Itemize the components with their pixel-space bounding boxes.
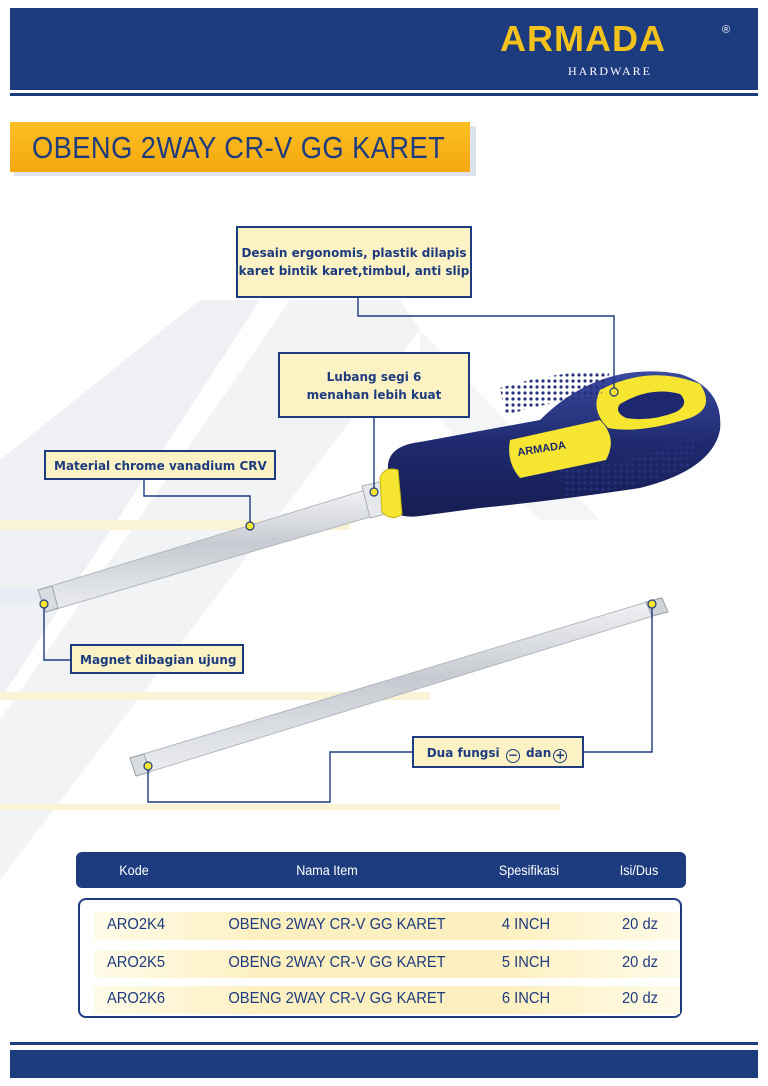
brand-subtitle: HARDWARE — [568, 64, 652, 78]
callout-magnet-text: Magnet dibagian ujung — [80, 653, 237, 667]
table-row — [94, 950, 680, 978]
callout-dual-prefix: Dua fungsi — [426, 746, 500, 760]
callout-hex-line1: Lubang segi 6 — [326, 370, 422, 384]
header-spesifikasi: Spesifikasi — [498, 862, 560, 878]
callout-material — [44, 450, 276, 480]
footer-rule — [10, 1042, 758, 1045]
callout-dual-middle: dan — [526, 746, 552, 760]
callout-handle — [236, 226, 472, 298]
page-title: OBENG 2WAY CR-V GG KARET — [32, 130, 446, 165]
header-kode: Kode — [119, 862, 149, 878]
screwdriver-shaft — [38, 480, 394, 612]
footer-band — [10, 1050, 758, 1078]
cell-nama-item: OBENG 2WAY CR-V GG KARET — [228, 990, 446, 1007]
minus-circle-icon: − — [507, 748, 518, 762]
callout-magnet — [70, 644, 244, 674]
header-nama-item: Nama Item — [296, 862, 358, 878]
cell-spesifikasi: 6 INCH — [501, 990, 551, 1007]
cell-kode: ARO2K4 — [106, 916, 166, 933]
table-row — [94, 912, 680, 940]
cell-isi-dus: 20 dz — [621, 990, 658, 1007]
callout-hex-line2: menahan lebih kuat — [306, 388, 442, 402]
cell-isi-dus: 20 dz — [621, 954, 658, 971]
callout-dual-function — [412, 736, 584, 768]
cell-nama-item: OBENG 2WAY CR-V GG KARET — [228, 954, 446, 971]
callout-material-text: Material chrome vanadium CRV — [54, 459, 267, 473]
handle-logo: ARMADA — [516, 439, 567, 459]
cell-isi-dus: 20 dz — [621, 916, 658, 933]
callout-handle-line1: Desain ergonomis, plastik dilapis — [241, 246, 467, 260]
cell-kode: ARO2K5 — [106, 954, 166, 971]
table-row — [94, 986, 680, 1014]
registered-mark: ® — [722, 24, 731, 36]
cell-nama-item: OBENG 2WAY CR-V GG KARET — [228, 916, 446, 933]
callout-hex — [278, 352, 470, 418]
cell-spesifikasi: 4 INCH — [501, 916, 551, 933]
header-isi-dus: Isi/Dus — [619, 862, 659, 878]
callout-handle-line2: karet bintik karet,timbul, anti slip — [238, 264, 470, 278]
cell-spesifikasi: 5 INCH — [501, 954, 551, 971]
cell-kode: ARO2K6 — [106, 990, 166, 1007]
brand-name: ARMADA — [500, 18, 666, 59]
table-header — [76, 852, 686, 888]
loose-bit-shaft — [130, 598, 668, 776]
plus-circle-icon: + — [555, 748, 566, 762]
